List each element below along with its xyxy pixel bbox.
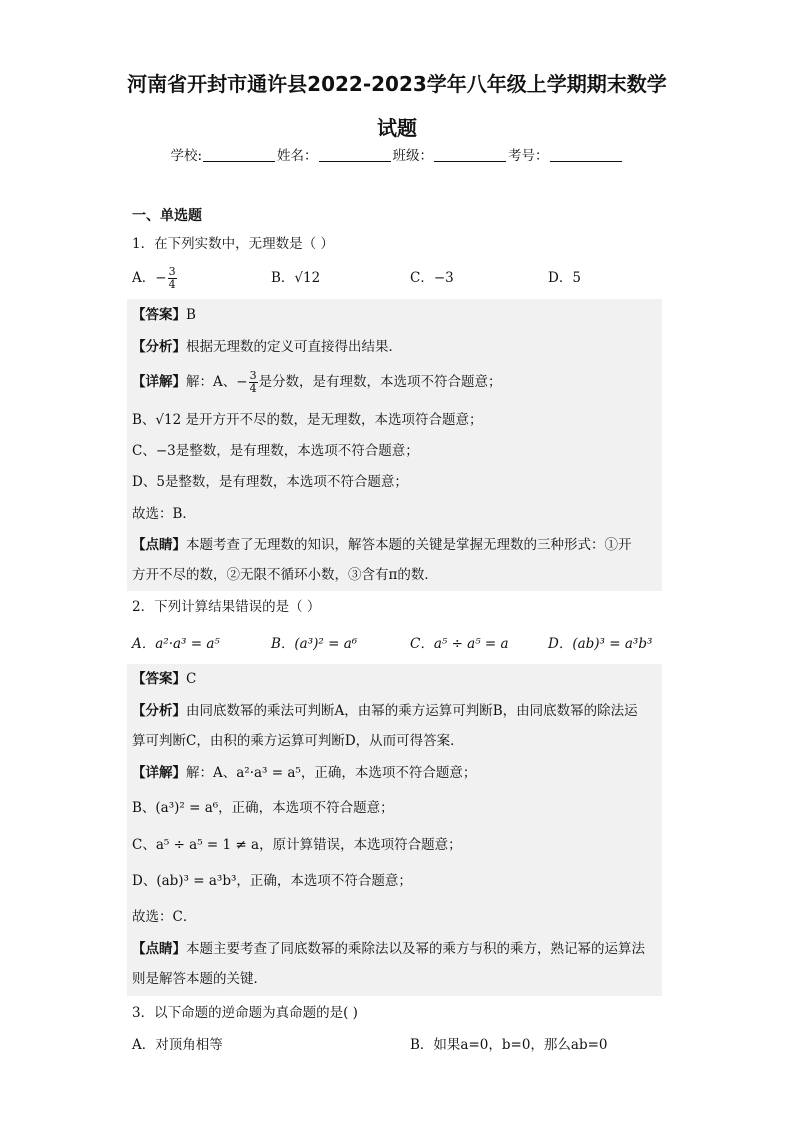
q3-option-a: A．对顶角相等: [132, 1037, 223, 1053]
comment-tag: 【点睛】: [132, 537, 186, 553]
q1-analysis: [132, 337, 402, 357]
q3-option-b: B．如果a=0，b=0，那么ab=0: [410, 1037, 608, 1053]
q1-answer: [132, 305, 196, 325]
q2-stem: 2．下列计算结果错误的是（ ）: [132, 599, 321, 615]
q2-analysis-cont: 算可判断C，由积的乘方运算可判断D，从而可得答案．: [132, 733, 464, 749]
student-info-line: [0, 144, 794, 164]
q2-analysis: [132, 701, 638, 721]
q1-option-b-prefix: B．: [271, 270, 295, 286]
q2-detail-c: C、a⁵ ÷ a⁵ = 1 ≠ a，原计算错误，本选项符合题意；: [132, 837, 462, 853]
answer-tag: 【答案】: [132, 307, 186, 323]
school-blank[interactable]: [203, 148, 275, 162]
school-label: 学校:: [170, 148, 203, 164]
q1-option-d: D．5: [548, 270, 581, 286]
q2-comment-cont: 则是解答本题的关键．: [132, 971, 267, 987]
q1-option-c: C．−3: [410, 270, 454, 286]
numerator: 3: [249, 369, 257, 382]
class-blank[interactable]: [434, 148, 506, 162]
class-label: 班级：: [392, 148, 434, 164]
section-heading: 一、单选题: [132, 208, 202, 224]
analysis-text: 由同底数幂的乘法可判断A，由幂的乘方运算可判断B，由同底数幂的除法运: [186, 703, 638, 719]
q1-stem: 1．在下列实数中，无理数是（ ）: [132, 236, 334, 252]
q2-option-c: C．a⁵ ÷ a⁵ = a: [410, 636, 509, 652]
name-blank[interactable]: [319, 148, 391, 162]
detail-tag: 【详解】: [132, 765, 186, 781]
analysis-tag: 【分析】: [132, 339, 186, 355]
q1-choose: 故选：B．: [132, 506, 196, 522]
page-title: 河南省开封市通许县2022-2023学年八年级上学期期末数学: [127, 72, 667, 96]
q1-option-a-prefix: A．−: [132, 270, 167, 286]
comment-text: 本题考查了无理数的知识，解答本题的关键是掌握无理数的三种形式：①开: [186, 537, 632, 553]
comment-tag: 【点睛】: [132, 941, 186, 957]
q1-detail-a: [132, 370, 502, 395]
fraction: [168, 266, 177, 291]
q1-detail-c: C、−3是整数，是有理数，本选项不符合题意；: [132, 443, 419, 459]
q2-choose: 故选：C．: [132, 909, 197, 925]
q2-option-a: A．a²·a³ = a⁵: [132, 636, 220, 652]
number-blank[interactable]: [550, 148, 622, 162]
detail-a-post: 是分数，是有理数，本选项不符合题意；: [258, 374, 502, 390]
q1-option-b-math: √12: [294, 270, 321, 286]
q2-answer: [132, 669, 196, 689]
q1-comment: [132, 535, 632, 555]
answer-value: B: [186, 307, 196, 323]
detail-tag: 【详解】: [132, 374, 186, 390]
q2-detail-b: B、(a³)² = a⁶，正确，本选项不符合题意；: [132, 800, 394, 816]
denominator: 4: [168, 278, 176, 291]
answer-value: C: [186, 671, 197, 687]
answer-tag: 【答案】: [132, 671, 186, 687]
q2-comment: [132, 939, 645, 959]
q1-option-a: [132, 266, 178, 291]
comment-text: 本题主要考查了同底数幂的乘除法以及幂的乘方与积的乘方，熟记幂的运算法: [186, 941, 645, 957]
q1-comment-cont: 方开不尽的数，②无限不循环小数，③含有π的数．: [132, 567, 438, 583]
q1-option-b: [271, 268, 320, 288]
analysis-tag: 【分析】: [132, 703, 186, 719]
name-label: 姓名：: [277, 148, 318, 164]
q3-stem: 3．以下命题的逆命题为真命题的是( ): [132, 1005, 358, 1021]
number-label: 考号：: [508, 148, 549, 164]
numerator: 3: [168, 265, 176, 278]
detail-a-text: 解：A、a²·a³ = a⁵，正确，本选项不符合题意；: [186, 765, 477, 781]
q2-detail-a: [132, 763, 476, 783]
q2-option-b: B．(a³)² = a⁶: [271, 636, 358, 652]
q2-option-d: D．(ab)³ = a³b³: [548, 636, 653, 652]
q1-detail-b: B、√12 是开方开不尽的数，是无理数，本选项符合题意；: [132, 412, 483, 428]
analysis-text: 根据无理数的定义可直接得出结果．: [186, 339, 402, 355]
q2-detail-d: D、(ab)³ = a³b³，正确，本选项不符合题意；: [132, 873, 412, 889]
denominator: 4: [249, 382, 257, 395]
page-title-continued: 试题: [377, 116, 417, 140]
q1-detail-d: D、5是整数，是有理数，本选项不符合题意；: [132, 474, 408, 490]
detail-a-pre: 解：A、−: [186, 374, 248, 390]
fraction: [249, 370, 258, 395]
